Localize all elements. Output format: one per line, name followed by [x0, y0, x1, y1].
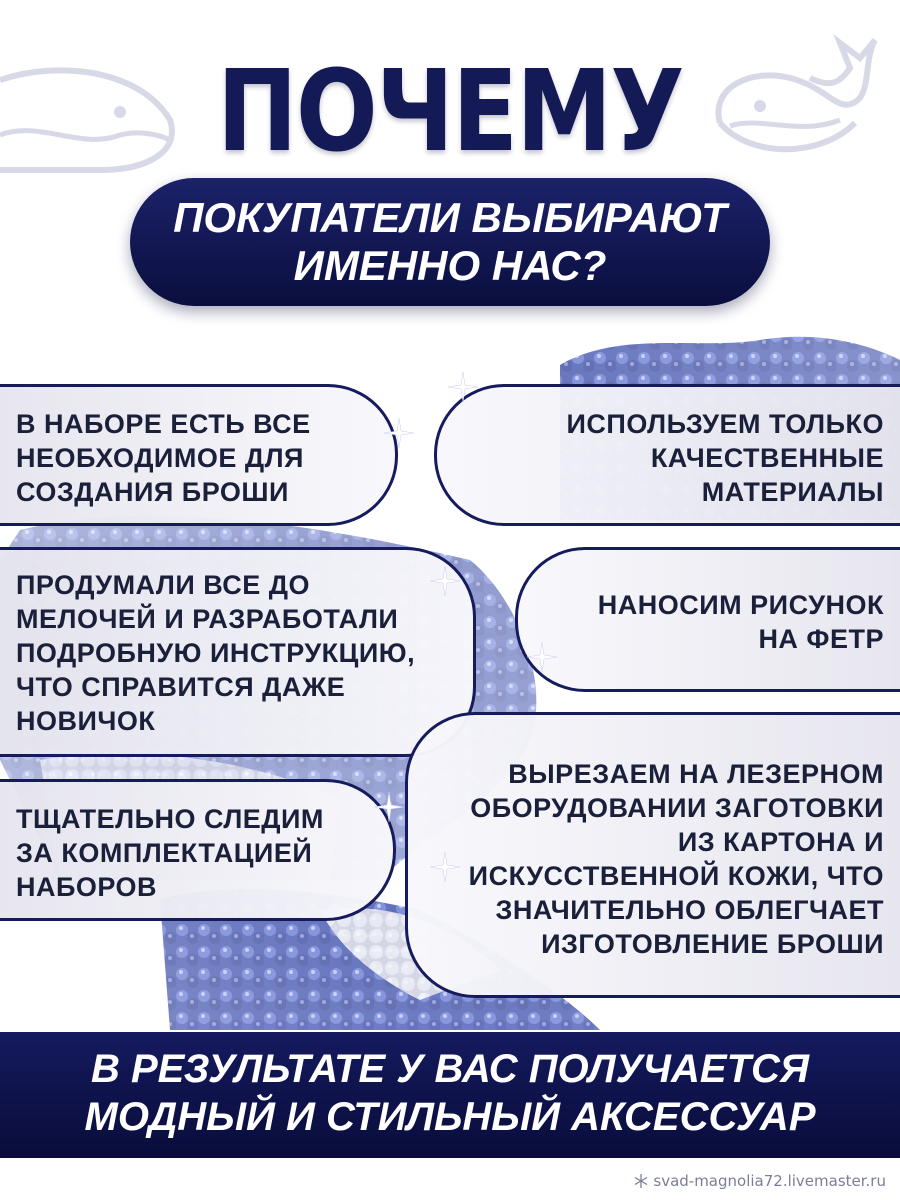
card-laser-line-4: ИСКУССТВЕННОЙ КОЖИ, ЧТО — [468, 861, 884, 891]
card-instruction-line-1: ПРОДУМАЛИ ВСЕ ДО — [16, 570, 310, 600]
card-laser-line-6: ИЗГОТОВЛЕНИЕ БРОШИ — [541, 929, 884, 959]
card-instruction-line-2: МЕЛОЧЕЙ И РАЗРАБОТАЛИ — [16, 604, 399, 634]
card-laser-line-1: ВЫРЕЗАЕМ НА ЛЕЗЕРНОМ — [508, 759, 884, 789]
conclusion-line-1: В РЕЗУЛЬТАТЕ У ВАС ПОЛУЧАЕТСЯ — [90, 1047, 810, 1091]
card-felt-line-2: НА ФЕТР — [758, 624, 884, 654]
feature-card-instruction — [0, 547, 476, 757]
watermark — [633, 1172, 886, 1190]
card-felt-line-1: НАНОСИМ РИСУНОК — [597, 590, 884, 620]
page-title: ПОЧЕМУ — [217, 47, 683, 177]
card-laser-line-3: ИЗ КАРТОНА И — [677, 827, 884, 857]
sparkle-icon — [374, 792, 404, 822]
card-kit-line-2: НЕОБХОДИМОЕ ДЛЯ — [16, 443, 304, 473]
sparkle-icon — [448, 372, 478, 402]
card-instruction-line-4: ЧТО СПРАВИТСЯ ДАЖЕ — [16, 672, 346, 702]
feature-card-completeness — [0, 779, 396, 921]
card-completeness-line-2: ЗА КОМПЛЕКТАЦИЕЙ — [16, 838, 313, 868]
card-kit-line-3: СОЗДАНИЯ БРОШИ — [16, 477, 289, 507]
card-materials-line-3: МАТЕРИАЛЫ — [701, 477, 884, 507]
conclusion-line-2: МОДНЫЙ И СТИЛЬНЫЙ АКСЕССУАР — [84, 1095, 816, 1139]
watermark-text: svad-magnolia72.livemaster.ru — [653, 1172, 886, 1190]
feature-card-materials — [434, 384, 900, 526]
sparkle-icon — [527, 642, 557, 672]
card-laser-line-5: ЗНАЧИТЕЛЬНО ОБЛЕГЧАЕТ — [495, 895, 884, 925]
feature-card-laser — [405, 712, 900, 998]
feature-card-felt — [515, 547, 900, 692]
feature-card-kit — [0, 384, 398, 526]
subtitle-line-2: ИМЕННО НАС? — [293, 242, 607, 289]
card-instruction-line-3: ПОДРОБНУЮ ИНСТРУКЦИЮ, — [16, 638, 416, 668]
card-laser-line-2: ОБОРУДОВАНИИ ЗАГОТОВКИ — [470, 793, 884, 823]
card-kit-line-1: В НАБОРЕ ЕСТЬ ВСЕ — [16, 409, 311, 439]
card-materials-line-2: КАЧЕСТВЕННЫЕ — [650, 443, 884, 473]
conclusion-banner — [0, 1032, 900, 1158]
card-instruction-line-5: НОВИЧОК — [16, 706, 156, 736]
sparkle-icon — [384, 418, 414, 448]
card-completeness-line-1: ТЩАТЕЛЬНО СЛЕДИМ — [16, 804, 324, 834]
card-completeness-line-3: НАБОРОВ — [16, 872, 158, 902]
subtitle-line-1: ПОКУПАТЕЛИ ВЫБИРАЮТ — [173, 194, 727, 241]
card-materials-line-1: ИСПОЛЬЗУЕМ ТОЛЬКО — [566, 409, 884, 439]
sparkle-icon — [430, 566, 460, 596]
sparkle-icon — [430, 852, 460, 882]
subtitle-banner — [130, 178, 770, 306]
snowflake-icon — [633, 1173, 649, 1189]
